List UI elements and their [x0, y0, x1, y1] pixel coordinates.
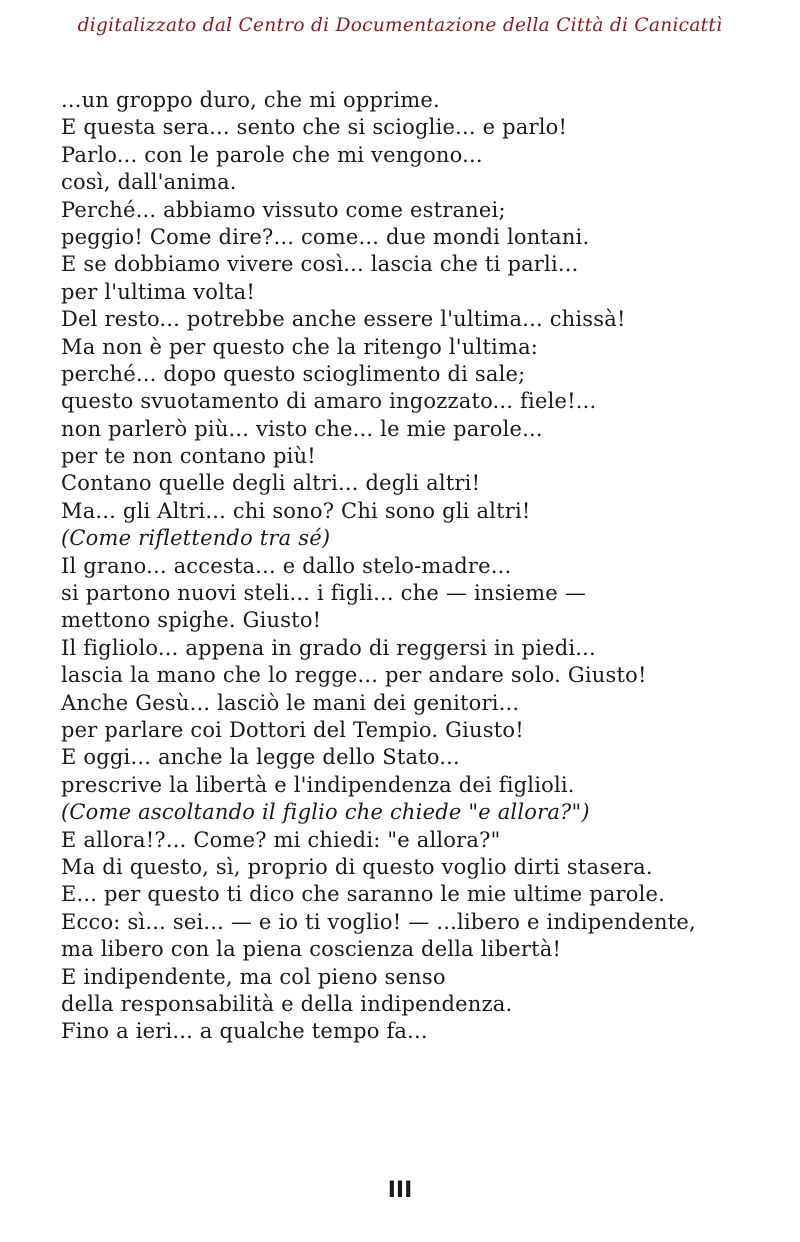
text-line: per te non contano più!: [61, 444, 316, 469]
text-line: Parlo... con le parole che mi vengono...: [61, 142, 483, 167]
text-line: non parlerò più... visto che... le mie parole...: [61, 416, 543, 441]
text-line: ma libero con la piena coscienza della libertà!: [61, 937, 562, 962]
text-line: Ma non è per questo che la ritengo l'ultima:: [61, 334, 539, 359]
text-line: lascia la mano che lo regge... per andare solo. Giusto!: [61, 663, 647, 688]
page-number: III: [387, 1178, 413, 1203]
text-line: E allora!?... Come? mi chiedi: "e allora?": [61, 827, 501, 852]
digitization-watermark: digitalizzato dal Centro di Documentazione della Città di Canicattì: [77, 14, 723, 36]
text-line: Il grano... accesta... e dallo stelo-madre...: [61, 553, 512, 578]
text-line: così, dall'anima.: [61, 170, 237, 195]
text-line: Ma di questo, sì, proprio di questo voglio dirti stasera.: [61, 854, 653, 879]
poem-text: [61, 87, 761, 1046]
text-line: prescrive la libertà e l'indipendenza dei figlioli.: [61, 772, 575, 797]
text-line: ...un groppo duro, che mi opprime.: [61, 88, 440, 112]
text-line: perché... dopo questo scioglimento di sale;: [61, 361, 526, 386]
text-line: Contano quelle degli altri... degli altri!: [61, 471, 481, 496]
text-line: Del resto... potrebbe anche essere l'ultima... chissà!: [61, 307, 626, 332]
text-line: della responsabilità e della indipendenza.: [61, 991, 513, 1016]
text-line: per l'ultima volta!: [61, 279, 255, 304]
stage-direction-line: (Come riflettendo tra sé): [61, 526, 331, 551]
text-line: questo svuotamento di amaro ingozzato... fiele!...: [61, 389, 597, 414]
text-line: mettono spighe. Giusto!: [61, 608, 322, 633]
stage-direction-line: (Come ascoltando il figlio che chiede "e allora?"): [61, 800, 590, 825]
text-line: E questa sera... sento che si scioglie... e parlo!: [61, 115, 568, 140]
text-line: Il figliolo... appena in grado di reggersi in piedi...: [61, 635, 596, 660]
text-line: E indipendente, ma col pieno senso: [61, 964, 446, 989]
text-line: E oggi... anche la legge dello Stato...: [61, 745, 460, 770]
text-line: peggio! Come dire?... come... due mondi lontani.: [61, 224, 590, 249]
text-line: per parlare coi Dottori del Tempio. Giusto!: [61, 717, 524, 742]
text-line: Ma... gli Altri... chi sono? Chi sono gli altri!: [61, 498, 531, 523]
text-line: Ecco: sì... sei... — e io ti voglio! — ...libero e indipendente,: [61, 909, 696, 934]
text-line: E se dobbiamo vivere così... lascia che ti parli...: [61, 252, 579, 277]
text-line: si partono nuovi steli... i figli... che — insieme —: [61, 581, 586, 606]
text-line: E... per questo ti dico che saranno le mie ultime parole.: [61, 882, 666, 907]
text-line: Anche Gesù... lasciò le mani dei genitori...: [61, 690, 520, 715]
text-line: Perché... abbiamo vissuto come estranei;: [61, 197, 506, 222]
text-line: Fino a ieri... a qualche tempo fa...: [61, 1019, 428, 1044]
